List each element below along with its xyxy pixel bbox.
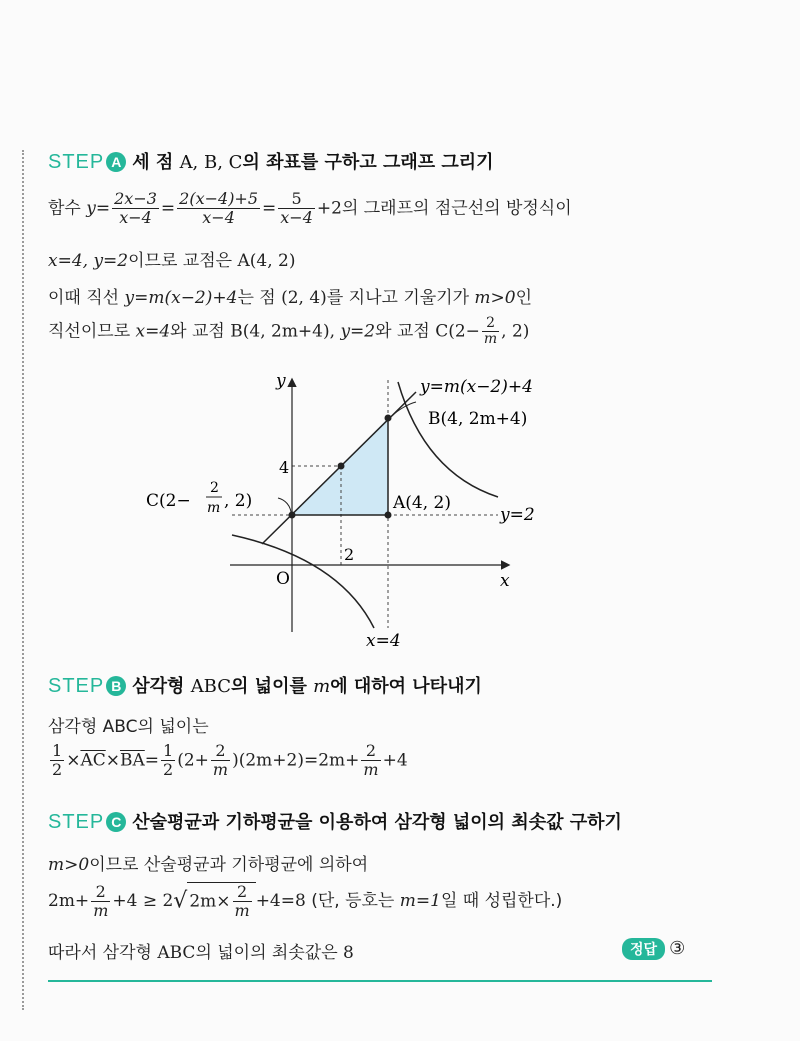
fraction: $\frac{2(x-4)+5}{x-4}$ xyxy=(179,189,259,227)
point-a xyxy=(385,512,392,519)
step-badge-a: A xyxy=(106,152,126,172)
fraction: $\frac{5}{x-4}$ xyxy=(280,189,313,227)
fraction: $\frac{2x-3}{x-4}$ xyxy=(114,189,157,227)
label-a: A(4, 2) xyxy=(393,493,451,513)
step-a-heading: STEP A 세 점 A, B, C의 좌표를 구하고 그래프 그리기 xyxy=(48,151,494,173)
answer-badge: 정답 xyxy=(622,938,665,960)
point-c xyxy=(289,512,296,519)
line-asymptotes: x=4, y=2이므로 교점은 A(4, 2) xyxy=(48,251,296,271)
axis-x-label: x xyxy=(500,571,510,591)
line-slope: 이때 직선 y=m(x−2)+4는 점 (2, 4)를 지나고 기울기가 m>0인 xyxy=(48,288,533,308)
graph-figure xyxy=(0,360,800,660)
line-intersections: 직선이므로 x=4와 교점 B(4, 2m+4), y=2와 교점 C(2− $\frac{2}{m}$ , 2) xyxy=(48,315,530,347)
label-c-den: m xyxy=(207,500,221,516)
label-c-post: , 2) xyxy=(224,491,253,511)
fraction: $\frac{2}{m}$ xyxy=(363,741,379,779)
line-conclusion: 따라서 삼각형 ABC의 넓이의 최솟값은 8 xyxy=(48,943,354,963)
label-y2: y=2 xyxy=(500,505,535,525)
label-b: B(4, 2m+4) xyxy=(428,409,528,429)
label-x4: x=4 xyxy=(366,631,401,651)
axis-y-label: y xyxy=(276,371,286,391)
point-b xyxy=(385,415,392,422)
line-area-formula: $\frac{1}{2}$ $\times\overline{AC}\times\overline{BA}=$ $\frac{1}{2}$ (2+ $\frac{2}{m}$ )(2m+2)=2m+ $\frac{2}{m}$ +4 xyxy=(52,741,408,779)
fraction: $\frac{2}{m}$ xyxy=(483,315,498,347)
fraction: $\frac{2}{m}$ xyxy=(234,882,250,920)
square-root: 2m× $\frac{2}{m}$ xyxy=(187,882,255,920)
step-badge-b: B xyxy=(106,676,126,696)
hyperbola-upper xyxy=(398,382,498,497)
line-label: y=m(x−2)+4 xyxy=(420,377,533,397)
fraction: $\frac{2}{m}$ xyxy=(212,741,229,779)
tick-y-4: 4 xyxy=(279,458,290,477)
step-b-heading: STEP B 삼각형 ABC의 넓이를 m에 대하여 나타내기 xyxy=(48,675,482,697)
label-c-num: 2 xyxy=(210,480,219,496)
fraction: $\frac{1}{2}$ xyxy=(163,741,174,779)
step-badge-c: C xyxy=(106,812,126,832)
line-function: 함수 y= $\frac{2x-3}{x-4}$ = $\frac{2(x-4)+5}{x-4}$ = $\frac{5}{x-4}$ +2의 그래프의 점근선의 방정식이 xyxy=(48,189,572,227)
step-c-heading: STEP C 산술평균과 기하평균을 이용하여 삼각형 넓이의 최솟값 구하기 xyxy=(48,811,622,833)
tick-x-2: 2 xyxy=(344,545,355,564)
fraction: $\frac{2}{m}$ xyxy=(93,881,109,920)
fraction: $\frac{1}{2}$ xyxy=(52,741,63,779)
origin-label: O xyxy=(276,569,290,589)
step-tag: STEP xyxy=(48,151,105,173)
point-2-4 xyxy=(338,463,345,470)
line-amgm-formula: 2m+ $\frac{2}{m}$ +4 ≥ 2√ 2m× $\frac{2}{m}$ +4=8 (단, 등호는 m=1일 때 성립한다.) xyxy=(48,881,563,920)
answer-value: ③ xyxy=(669,938,686,959)
label-c-pre: C(2− xyxy=(146,491,191,511)
answer-box xyxy=(622,938,685,960)
line-area-intro: 삼각형 ABC의 넓이는 xyxy=(48,717,209,737)
line-amgm-intro: m>0이므로 산술평균과 기하평균에 의하여 xyxy=(48,855,369,875)
section-divider xyxy=(48,980,712,982)
